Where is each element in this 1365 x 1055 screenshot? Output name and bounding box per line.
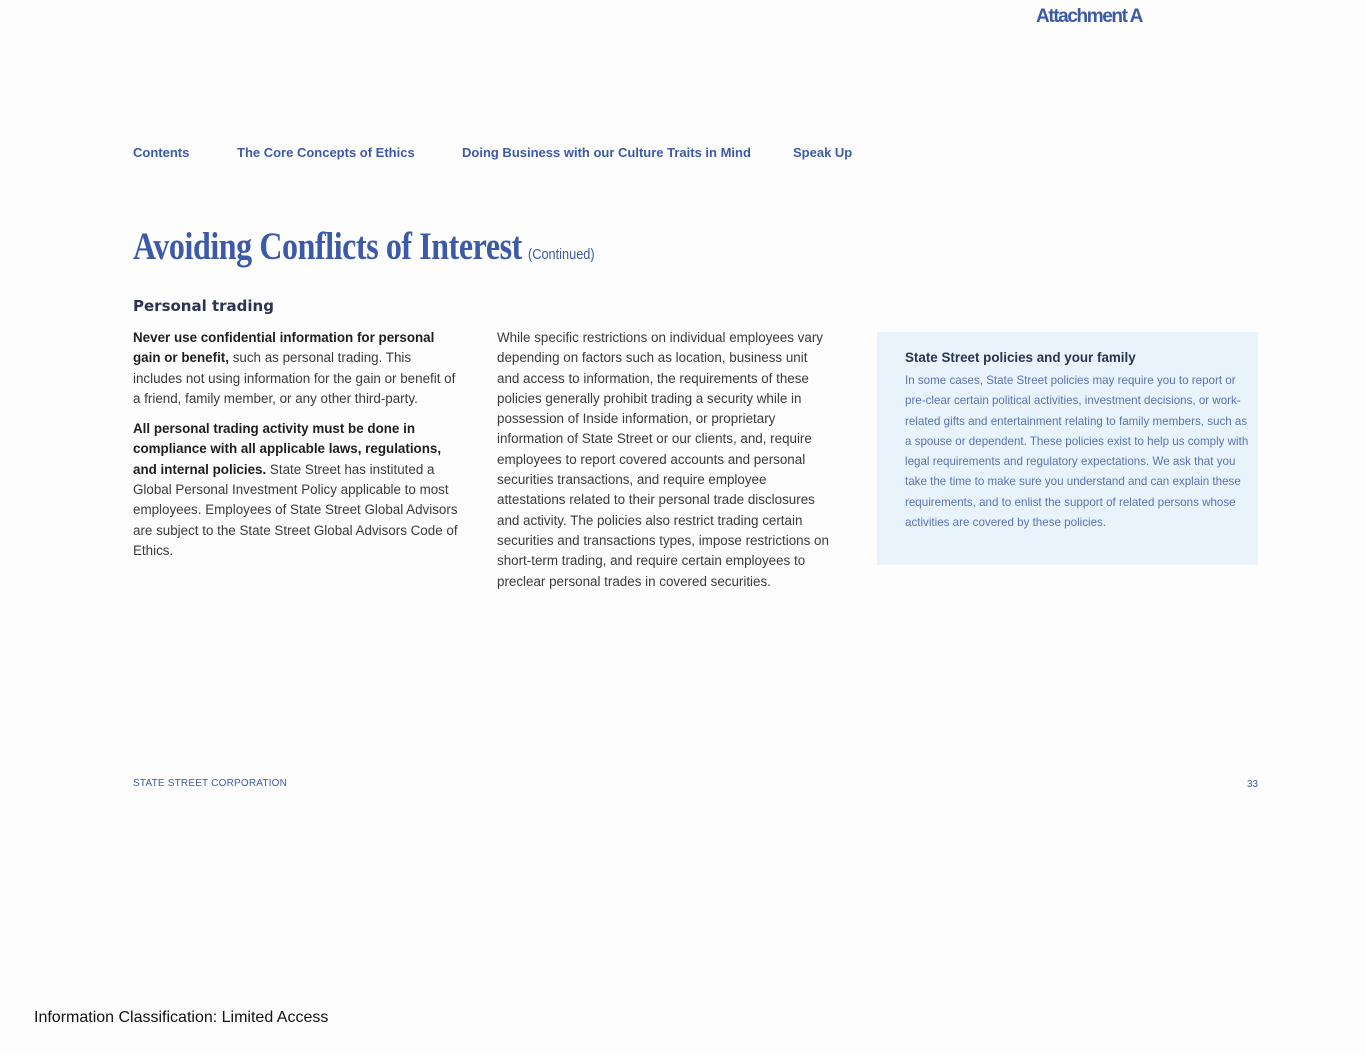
- family-policy-callout: [877, 332, 1258, 565]
- paragraph-lead: Never use confidential information for personal gain or benefit,: [133, 330, 435, 366]
- paragraph-text: State Street has instituted a Global Personal Investment Policy applicable to most employees. Employees of State Street Global Advisors are subject to the State Street Global Advisors Code of Ethics.: [133, 461, 458, 558]
- nav-item-core-concepts[interactable]: The Core Concepts of Ethics: [237, 145, 415, 160]
- nav-item-contents[interactable]: Contents: [133, 145, 190, 160]
- paragraph-text: such as personal trading. This includes not using information for the gain or benefit of a friend, family member, or any other third-party.: [133, 350, 456, 406]
- page-title-suffix: (Continued): [528, 246, 595, 263]
- page-title-block: [133, 224, 607, 269]
- information-classification: Information Classification: Limited Access: [34, 1009, 329, 1026]
- page-title: Avoiding Conflicts of Interest: [133, 225, 522, 268]
- paragraph-compliance: [133, 419, 463, 561]
- section-heading: Personal trading: [133, 297, 274, 315]
- footer-corporation: STATE STREET CORPORATION: [133, 778, 288, 789]
- column-left: [133, 328, 463, 561]
- callout-body: In some cases, State Street policies may require you to report or pre-clear certain political activities, investment decisions, or work-related gifts and entertainment relating to family members, such as a spouse or dependent. These policies exist to help us comply with legal requirements and regulatory expectations. We ask that you take the time to make sure you understand and can explain these requirements, and to enlist the support of related persons whose activities are covered by these policies.: [905, 374, 1249, 530]
- paragraph-confidential-info: [133, 328, 463, 409]
- page-number: 33: [1247, 779, 1259, 790]
- attachment-label: Attachment A: [1036, 6, 1143, 27]
- nav-item-culture-traits[interactable]: Doing Business with our Culture Traits in Mind: [462, 145, 751, 160]
- callout-title: State Street policies and your family: [905, 350, 1136, 365]
- nav-item-speak-up[interactable]: Speak Up: [793, 145, 853, 160]
- column-middle: [497, 328, 832, 592]
- paragraph-lead: All personal trading activity must be done in compliance with all applicable laws, regulations, and internal policies.: [133, 421, 442, 477]
- paragraph-restrictions: While specific restrictions on individual employees vary depending on factors such as location, business unit and access to information, the requirements of these policies generally prohibit trading a security while in possession of Inside information, or proprietary information of State Street or our clients, and, require employees to report covered accounts and personal securities transactions, and require employee attestations related to their personal trade disclosures and activity. The policies also restrict trading certain securities and transactions types, impose restrictions on short-term trading, and require certain employees to preclear personal trades in covered securities.: [497, 330, 829, 589]
